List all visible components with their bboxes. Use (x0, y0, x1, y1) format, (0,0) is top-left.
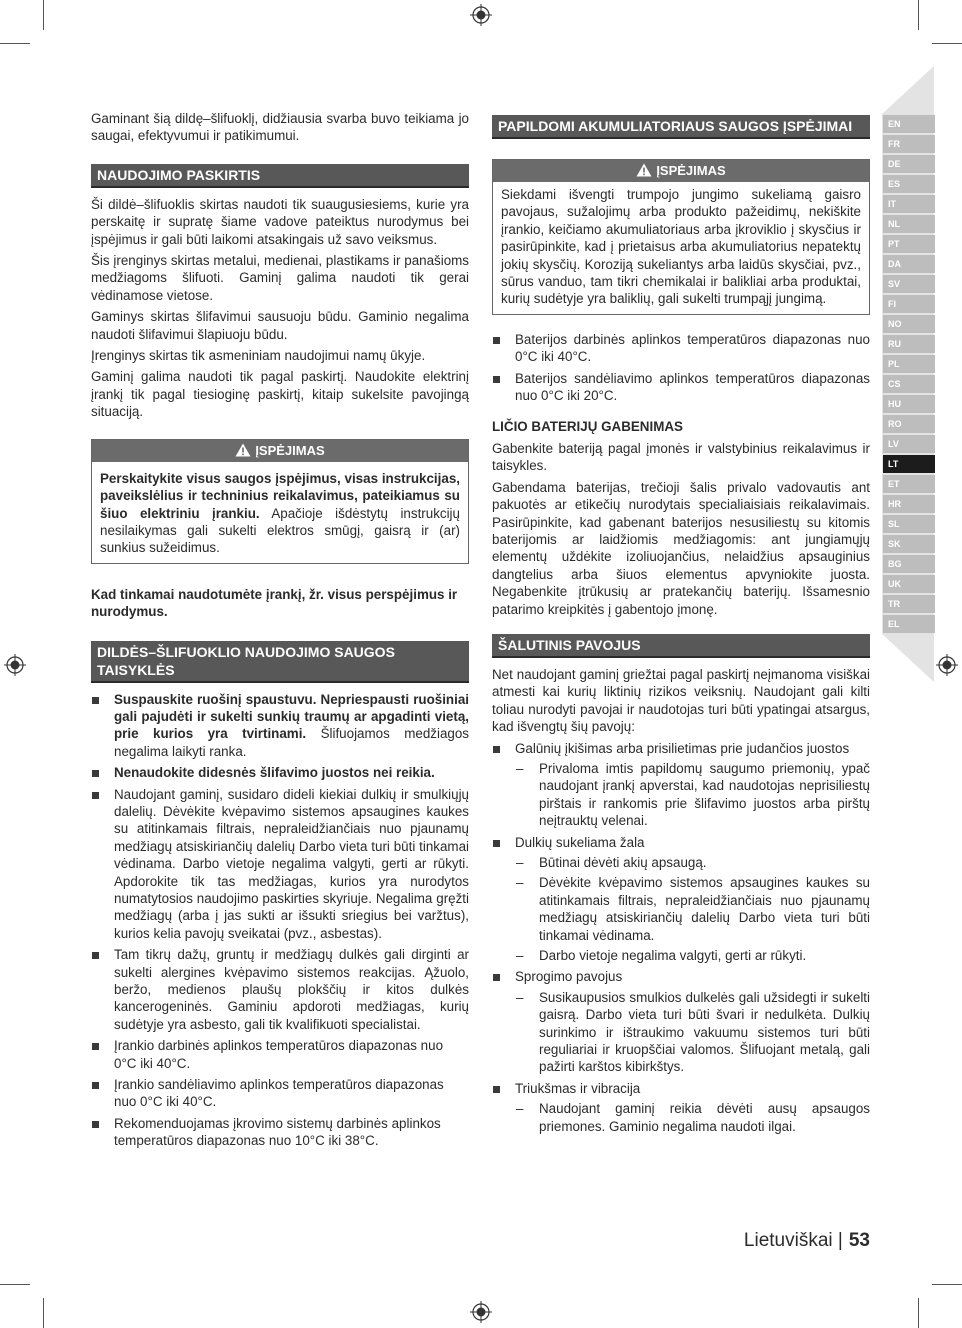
sub-list-item: – Naudojant gaminį reikia dėvėti ausų apsaugos priemones. Gaminio negalima naudoti ilgai. (515, 1100, 870, 1135)
warning-header (493, 160, 869, 182)
section-header-naudojimo: NAUDOJIMO PASKIRTIS (91, 164, 469, 188)
warning-body: Siekdami išvengti trumpojo jungimo sukeliamą gaisro pavojaus, sužalojimų arba produkto pažeidimų, nekiškite įrankio, keičiamo akumuliatoriaus arba įkroviklio į skysčius ir pasirūpinkite, kad į prietaisus arba akumuliatorius nepatektų jokių skysčių. Koroziją sukeliantys arba laidūs skysčiai, pvz., sūrus vanduo, tam tikri chemikalai ir balikliai arba produktai, kurių sudėtyje yra baliklių, gali sukelti trumpąjį jungimą. (501, 187, 861, 307)
warning-box (492, 159, 870, 315)
paragraph: Gabenkite bateriją pagal įmonės ir valstybinius reikalavimus ir taisykles. (492, 440, 870, 474)
sub-list (515, 854, 870, 964)
crop-mark (932, 1284, 962, 1285)
section-header-salutinis: ŠALUTINIS PAVOJUS (492, 634, 870, 658)
bullet-bold-text: Nenaudokite didesnės šlifavimo juostos nei reikia. (114, 765, 435, 781)
page-number: 53 (848, 1230, 870, 1251)
language-tab-ru[interactable]: RU (883, 335, 935, 353)
paragraph: Gabendama baterijas, trečioji šalis privalo vadovautis ant pakuotės ar etikečių nurodytais specialiaisiais reikalavimais. Pasirūpinkite, kad gabenant baterijos nesusiliestų su kitomis baterijomis ar laidžiomis medžiagomis: ant jungiamųjų elementų uždėkite izoliuojančius, nelaidžius apsauginius dangtelius arba šiuos elementus apvyniokite juosta. Negabenkite įtrūkusių ar pratekančių baterijų. Išsamesnio patarimo kreipkitės į gabentojo įmonę. (492, 479, 870, 617)
language-tab-lt[interactable]: LT (883, 455, 935, 473)
crop-mark (0, 43, 30, 44)
dildes-list (91, 691, 469, 1150)
crop-mark (43, 0, 44, 30)
registration-mark-icon (470, 4, 492, 26)
sub-list (515, 1100, 870, 1135)
paragraph: Įrenginys skirtas tik asmeniniam naudojimui namų ūkyje. (91, 348, 426, 364)
language-tab-nl[interactable]: NL (883, 215, 935, 233)
crop-mark (43, 1298, 44, 1328)
footer-language: Lietuviškai | (743, 1230, 843, 1251)
language-tab-et[interactable]: ET (883, 475, 935, 493)
language-tab-el[interactable]: EL (883, 615, 935, 633)
warning-text: Apačioje išdėstytų instrukcijų nesilaikymas gali sukelti elektros smūgį, gaisrą ir (ar) sunkius sužeidimus. (100, 505, 460, 556)
sub-list (515, 760, 870, 830)
sub-list-item: – Susikaupusios smulkios dulkelės gali užsidegti ir sukelti gaisrą. Darbo vieta turi būti švari ir nedulkėta. Dulkių surinkimo ir ištraukimo vakuumu sistemos turi būti reguliariai ir kruopščiai valomos. Šlifuojant metalą, gali pažirti karštos kibirkštys. (515, 989, 870, 1076)
page-footer (744, 1230, 870, 1252)
right-column (492, 115, 870, 1139)
warning-header (92, 440, 468, 462)
left-column (91, 110, 469, 1154)
bullet-bold-text: Suspauskite ruošinį spaustuvu. Nepriespausti ruošiniai gali pajudėti ir sukelti sunkių traumų ar apgadinti vietą, prie kurios yra tvirtinami. (114, 691, 469, 742)
language-tab-lv[interactable]: LV (883, 435, 935, 453)
warning-triangle-icon (636, 163, 652, 177)
list-item (492, 968, 870, 1075)
paragraph: Šis įrenginys skirtas metalui, medienai, plastikams ir panašioms medžiagoms šlifuoti. Gaminį galima naudoti tik gerai vėdinamose vietose. (91, 253, 469, 303)
crop-mark (918, 0, 919, 30)
list-item (492, 740, 870, 830)
list-item: Įrankio sandėliavimo aplinkos temperatūros diapazonas nuo 0°C iki 40°C. (91, 1076, 469, 1111)
warning-bold-text: Perskaitykite visus saugos įspėjimus, visas instrukcijas, paveikslėlius ir techninius reikalavimus, pateikiamus su šiuo elektriniu įrankiu. (100, 470, 460, 521)
language-tab-tr[interactable]: TR (883, 595, 935, 613)
language-tab-no[interactable]: NO (883, 315, 935, 333)
language-tab-pl[interactable]: PL (883, 355, 935, 373)
paragraph: Net naudojant gaminį griežtai pagal paskirtį neįmanoma visiškai atmesti kai kurių liktinių rizikos veiksnių. Naudojant gali kilti toliau nurodyti pavojai ir naudotojas turi būti ypatingai atsargus, kad išvengtų šių pavojų: (492, 666, 870, 735)
sub-list-item: – Dėvėkite kvėpavimo sistemos apsaugines kaukes su atitinkamais filtrais, nepraleidžiančiais nuo pjaunamų medžiagų atsiskiriančių dalelių Darbo vieta turi būti tinkamai vėdinama. (515, 874, 870, 944)
registration-mark-icon (470, 1301, 492, 1323)
language-tab-cs[interactable]: CS (883, 375, 935, 393)
list-item: Baterijos sandėliavimo aplinkos temperatūros diapazonas nuo 0°C iki 20°C. (492, 370, 870, 405)
language-tab-sl[interactable]: SL (883, 515, 935, 533)
list-item (492, 1080, 870, 1135)
language-tab-sv[interactable]: SV (883, 275, 935, 293)
crop-mark (918, 1298, 919, 1328)
language-tab-hr[interactable]: HR (883, 495, 935, 513)
crop-mark (932, 43, 962, 44)
bold-note: Kad tinkamai naudotumėte įrankį, žr. visus perspėjimus ir nurodymus. (91, 586, 458, 620)
language-tab-fr[interactable]: FR (883, 135, 935, 153)
sub-list-item: – Būtinai dėvėti akių apsaugą. (515, 854, 870, 871)
language-tab-it[interactable]: IT (883, 195, 935, 213)
warning-title: ĮSPĖJIMAS (656, 163, 726, 178)
language-tabs (883, 115, 935, 635)
paragraph: Ši dildė–šlifuoklis skirtas naudoti tik suaugusiesiems, kurie yra perskaitę ir supratę šiame vadove pateiktus nurodymus bei įspėjimus ir gali būti laikomi atsakingais už savo veiksmus. (91, 196, 469, 247)
list-item: Tam tikrų dažų, gruntų ir medžiagų dulkės gali dirginti ar sukelti alergines kvėpavimo sistemos reakcijas. Ąžuolo, beržo, medienos plaušų plokščių ir kitos dulkės kancerogeninės. Gaminiu apdoroti medžiagas, kurių sudėtyje yra asbesto, gali tik kvalifikuoti specialistai. (91, 946, 469, 1033)
list-item (91, 764, 469, 781)
warning-title: ĮSPĖJIMAS (255, 442, 325, 458)
bullet-text: Sprogimo pavojus (515, 969, 623, 985)
language-tab-de[interactable]: DE (883, 155, 935, 173)
list-item (91, 691, 469, 761)
language-tab-ro[interactable]: RO (883, 415, 935, 433)
language-tab-uk[interactable]: UK (883, 575, 935, 593)
risk-list (492, 740, 870, 1136)
subheader-licio: LIČIO BATERIJŲ GABENIMAS (492, 419, 683, 435)
intro-text: Gaminant šią dildę–šlifuoklį, didžiausia svarba buvo teikiama jo saugai, efektyvumui ir patikimumui. (91, 111, 469, 144)
warning-box (91, 439, 469, 564)
bullet-text: Šlifuojamos medžiagos negalima laikyti ranka. (114, 726, 469, 759)
sub-list (515, 989, 870, 1076)
language-tab-fi[interactable]: FI (883, 295, 935, 313)
language-tab-bg[interactable]: BG (883, 555, 935, 573)
list-item: Įrankio darbinės aplinkos temperatūros diapazonas nuo 0°C iki 40°C. (91, 1037, 469, 1072)
section-header-papildomi: PAPILDOMI AKUMULIATORIAUS SAUGOS ĮSPĖJIMAI (492, 115, 870, 139)
list-item: Baterijos darbinės aplinkos temperatūros diapazonas nuo 0°C iki 40°C. (492, 331, 870, 366)
language-tab-pt[interactable]: PT (883, 235, 935, 253)
language-tab-hu[interactable]: HU (883, 395, 935, 413)
sub-list-item: – Darbo vietoje negalima valgyti, gerti ar rūkyti. (515, 947, 870, 964)
list-item: Naudojant gaminį, susidaro dideli kiekiai dulkių ir smulkiųjų dalelių. Dėvėkite kvėpavimo sistemos apsaugines kaukes su atitinkamais filtrais, nepraleidžiančiais nuo pjaunamų medžiagų atsiskiriančių dalelių Darbo vieta turi būti tinkamai vėdinama. Darbo vietoje negalima valgyti, gerti ar rūkyti. Apdorokite tik tas medžiagas, kurios yra nurodytos numatytosios naudojimo paskirties skyriuje. Negalima gręžti medžiagų (arba į jas sukti ar išsukti sriegius bei varžtus), kurios kelia pavojų sveikatai (pvz., asbestas). (91, 786, 469, 943)
registration-mark-icon (4, 654, 26, 676)
language-tab-da[interactable]: DA (883, 255, 935, 273)
bullet-text: Dulkių sukeliama žala (515, 834, 645, 850)
crop-mark (0, 1284, 30, 1285)
sub-list-item: – Privaloma imtis papildomų saugumo priemonių, ypač naudojant įrankį apverstai, kad naudotojas neprisiliestų pirštais ir rankomis prie šlifavimo juostos arba pirštų neįtrauktų velenai. (515, 760, 870, 830)
list-item (492, 834, 870, 965)
language-tab-sk[interactable]: SK (883, 535, 935, 553)
paragraph: Gaminį galima naudoti tik pagal paskirtį. Naudokite elektrinį įrankį tik pagal tiesioginę paskirtį, kitaip sukelsite pavojingą situaciją. (91, 369, 469, 420)
language-tab-es[interactable]: ES (883, 175, 935, 193)
language-tab-en[interactable]: EN (883, 115, 935, 133)
section-header-dildes: DILDĖS–ŠLIFUOKLIO NAUDOJIMO SAUGOS TAISYKLĖS (91, 641, 469, 683)
paragraph: Gaminys skirtas šlifavimui sausuoju būdu. Gaminio negalima naudoti šlifavimui šlapiuoju būdu. (91, 309, 469, 342)
bullet-text: Galūnių įkišimas arba prisilietimas prie judančios juostos (515, 740, 850, 756)
list-item: Rekomenduojamas įkrovimo sistemų darbinės aplinkos temperatūros diapazonas nuo 10°C iki 38°C. (91, 1115, 469, 1150)
battery-list (492, 331, 870, 405)
bullet-text: Triukšmas ir vibracija (515, 1080, 641, 1096)
warning-body (92, 462, 468, 563)
warning-triangle-icon (235, 443, 251, 457)
